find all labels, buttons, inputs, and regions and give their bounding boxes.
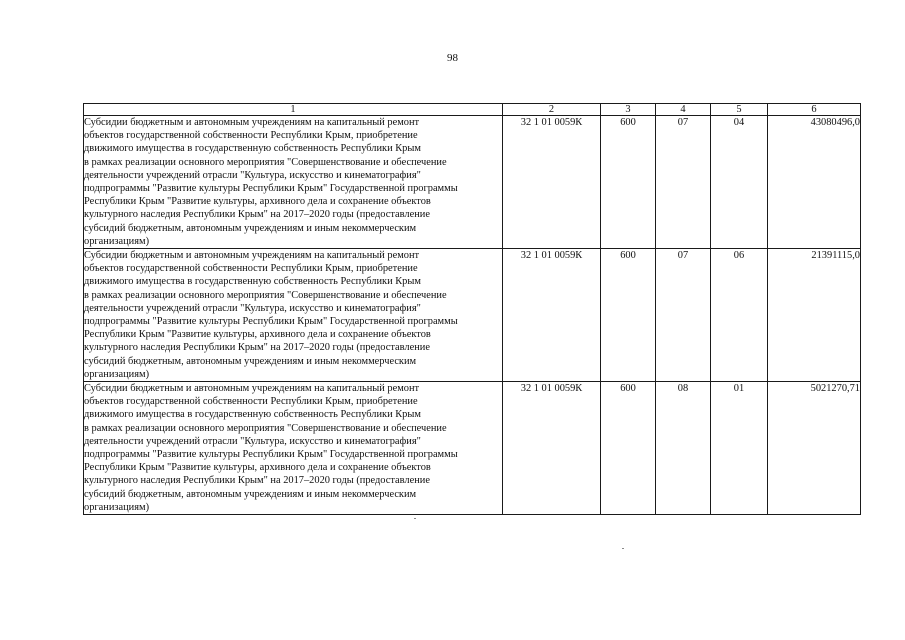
row-expense-type: 600 [601,116,656,249]
column-header-amount: 6 [768,104,861,116]
column-header-description: 1 [84,104,503,116]
column-header-subsection: 5 [711,104,768,116]
row-subsection: 06 [711,249,768,382]
row-expense-type: 600 [601,249,656,382]
row-target-article: 32 1 01 0059К [503,116,601,249]
scan-speck [622,548,624,549]
page-number: 98 [447,52,458,64]
column-header-expense-type: 3 [601,104,656,116]
row-section: 07 [656,249,711,382]
scan-speck [414,518,416,519]
row-amount: 5021270,71 [768,382,861,515]
column-header-section: 4 [656,104,711,116]
row-section: 07 [656,116,711,249]
row-subsection: 04 [711,116,768,249]
row-amount: 43080496,0 [768,116,861,249]
row-description: Субсидии бюджетным и автономным учреждениям на капитальный ремонт объектов государственной собственности Республики Крым, приобретение движимого имущества в государственную собственность Республики Крым в рамках реализации основного мероприятия "Совершенствование и обеспечение деятельности учреждений отрасли "Культура, искусство и кинематография" подпрограммы "Развитие культуры Республики Крым" Государственной программы Республики Крым "Развитие культуры, архивного дела и сохранение объектов культурного наследия Республики Крым" на 2017–2020 годы (предоставление субсидий бюджетным, автономным учреждениям и иным некоммерческим организациям) [84,249,503,382]
row-description: Субсидии бюджетным и автономным учреждениям на капитальный ремонт объектов государственной собственности Республики Крым, приобретение движимого имущества в государственную собственность Республики Крым в рамках реализации основного мероприятия "Совершенствование и обеспечение деятельности учреждений отрасли "Культура, искусство и кинематография" подпрограммы "Развитие культуры Республики Крым" Государственной программы Республики Крым "Развитие культуры, архивного дела и сохранение объектов культурного наследия Республики Крым" на 2017–2020 годы (предоставление субсидий бюджетным, автономным учреждениям и иным некоммерческим организациям) [84,382,503,515]
row-target-article: 32 1 01 0059К [503,382,601,515]
row-amount: 21391115,0 [768,249,861,382]
row-subsection: 01 [711,382,768,515]
column-header-target-article: 2 [503,104,601,116]
budget-table [83,103,861,515]
table-row [84,116,861,249]
table-row [84,382,861,515]
row-description: Субсидии бюджетным и автономным учреждениям на капитальный ремонт объектов государственной собственности Республики Крым, приобретение движимого имущества в государственную собственность Республики Крым в рамках реализации основного мероприятия "Совершенствование и обеспечение деятельности учреждений отрасли "Культура, искусство и кинематография" подпрограммы "Развитие культуры Республики Крым" Государственной программы Республики Крым "Развитие культуры, архивного дела и сохранение объектов культурного наследия Республики Крым" на 2017–2020 годы (предоставление субсидий бюджетным, автономным учреждениям и иным некоммерческим организациям) [84,116,503,249]
row-expense-type: 600 [601,382,656,515]
row-target-article: 32 1 01 0059К [503,249,601,382]
row-section: 08 [656,382,711,515]
table-header-row [84,104,861,116]
table-row [84,249,861,382]
